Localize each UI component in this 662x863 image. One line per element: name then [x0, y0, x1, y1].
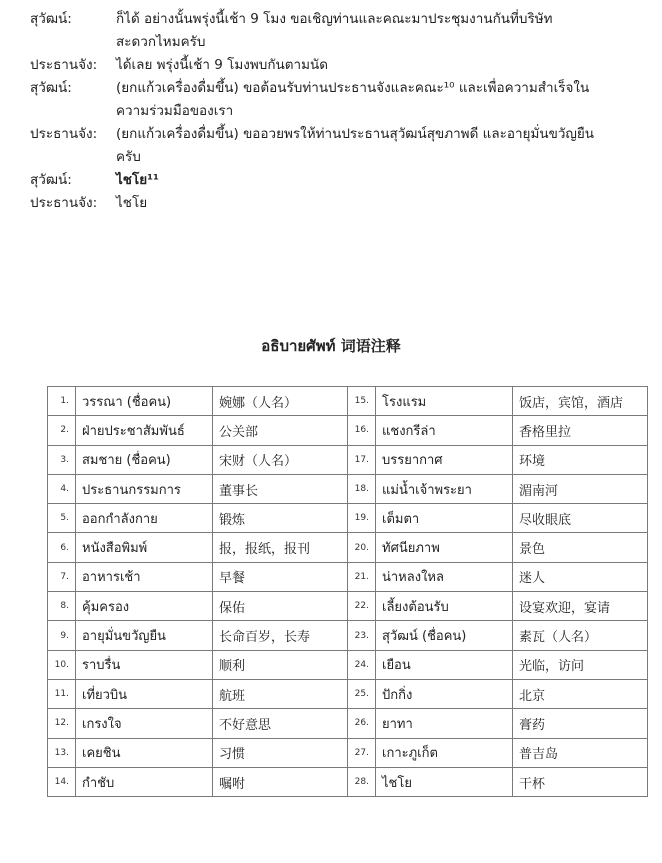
entry-number: 18.: [348, 474, 376, 503]
dialogue-line: [30, 54, 650, 77]
speaker-name: ประธานจัง:: [30, 57, 98, 73]
speaker-name: [30, 146, 116, 169]
entry-number: 4.: [48, 474, 76, 503]
entry-number: 1.: [48, 387, 76, 416]
entry-number: 26.: [348, 709, 376, 738]
thai-term: ยาทา: [376, 709, 513, 738]
entry-number: 25.: [348, 679, 376, 708]
dialogue-text: ครับ: [116, 149, 141, 165]
thai-term: กำชับ: [76, 767, 213, 796]
chinese-meaning: 锻炼: [213, 504, 348, 533]
thai-term: สมชาย (ชื่อคน): [76, 445, 213, 474]
thai-term: ไชโย: [376, 767, 513, 796]
dialogue-line: [30, 31, 650, 54]
thai-term: บรรยากาศ: [376, 445, 513, 474]
speaker-name: [30, 31, 116, 54]
chinese-meaning: 饭店，宾馆，酒店: [513, 387, 648, 416]
chinese-meaning: 早餐: [213, 562, 348, 591]
chinese-meaning: 设宴欢迎，宴请: [513, 592, 648, 621]
table-row: [48, 679, 648, 708]
dialogue-text: ได้เลย พรุ่งนี้เช้า 9 โมงพบกันตามนัด: [116, 57, 328, 73]
thai-term: อาหารเช้า: [76, 562, 213, 591]
table-row: [48, 592, 648, 621]
dialogue-text: (ยกแก้วเครื่องดื่มขึ้น) ขออวยพรให้ท่านประธานสุวัฒน์สุขภาพดี และอายุมั่นขวัญยืน: [116, 126, 595, 142]
thai-term: โรงแรม: [376, 387, 513, 416]
thai-term: ทัศนียภาพ: [376, 533, 513, 562]
chinese-meaning: 宋财（人名）: [213, 445, 348, 474]
chinese-meaning: 迷人: [513, 562, 648, 591]
entry-number: 14.: [48, 767, 76, 796]
entry-number: 12.: [48, 709, 76, 738]
dialogue-line: [30, 8, 650, 31]
chinese-meaning: 湄南河: [513, 474, 648, 503]
table-row: [48, 650, 648, 679]
dialogue-section: [30, 8, 650, 215]
dialogue-text: ความร่วมมือของเรา: [116, 103, 234, 119]
entry-number: 16.: [348, 416, 376, 445]
speaker-name: ประธานจัง:: [30, 195, 98, 211]
thai-term: ฝ่ายประชาสัมพันธ์: [76, 416, 213, 445]
entry-number: 24.: [348, 650, 376, 679]
table-row: [48, 738, 648, 767]
entry-number: 22.: [348, 592, 376, 621]
dialogue-text: ไชโย: [116, 195, 148, 211]
chinese-meaning: 环境: [513, 445, 648, 474]
entry-number: 17.: [348, 445, 376, 474]
dialogue-line: [30, 169, 650, 192]
thai-term: แชงกรีล่า: [376, 416, 513, 445]
chinese-meaning: 不好意思: [213, 709, 348, 738]
chinese-meaning: 北京: [513, 679, 648, 708]
entry-number: 15.: [348, 387, 376, 416]
chinese-meaning: 公关部: [213, 416, 348, 445]
entry-number: 28.: [348, 767, 376, 796]
chinese-meaning: 膏药: [513, 709, 648, 738]
chinese-meaning: 嘱咐: [213, 767, 348, 796]
thai-term: เคยชิน: [76, 738, 213, 767]
thai-term: คุ้มครอง: [76, 592, 213, 621]
thai-term: ออกกำลังกาย: [76, 504, 213, 533]
thai-term: ราบรื่น: [76, 650, 213, 679]
glossary-table: [47, 386, 648, 797]
table-row: [48, 387, 648, 416]
table-row: [48, 562, 648, 591]
chinese-meaning: 报，报纸，报刊: [213, 533, 348, 562]
thai-term: ปักกิ่ง: [376, 679, 513, 708]
table-row: [48, 504, 648, 533]
entry-number: 9.: [48, 621, 76, 650]
dialogue-line: [30, 100, 650, 123]
thai-term: เยือน: [376, 650, 513, 679]
table-row: [48, 474, 648, 503]
thai-term: ประธานกรรมการ: [76, 474, 213, 503]
dialogue-text: ก็ได้ อย่างนั้นพรุ่งนี้เช้า 9 โมง ขอเชิญท่านและคณะมาประชุมงานกันที่บริษัท: [116, 11, 553, 27]
entry-number: 8.: [48, 592, 76, 621]
speaker-name: สุวัฒน์:: [30, 80, 72, 96]
dialogue-text: (ยกแก้วเครื่องดื่มขึ้น) ขอต้อนรับท่านประธานจังและคณะ¹⁰ และเพื่อความสำเร็จใน: [116, 80, 590, 96]
entry-number: 19.: [348, 504, 376, 533]
entry-number: 7.: [48, 562, 76, 591]
dialogue-line: [30, 123, 650, 146]
chinese-meaning: 素瓦（人名）: [513, 621, 648, 650]
thai-term: น่าหลงใหล: [376, 562, 513, 591]
speaker-name: สุวัฒน์:: [30, 11, 72, 27]
entry-number: 10.: [48, 650, 76, 679]
thai-term: เลี้ยงต้อนรับ: [376, 592, 513, 621]
entry-number: 21.: [348, 562, 376, 591]
entry-number: 23.: [348, 621, 376, 650]
entry-number: 11.: [48, 679, 76, 708]
speaker-name: ประธานจัง:: [30, 126, 98, 142]
chinese-meaning: 保佑: [213, 592, 348, 621]
speaker-name: [30, 100, 116, 123]
entry-number: 5.: [48, 504, 76, 533]
chinese-meaning: 顺利: [213, 650, 348, 679]
dialogue-line: [30, 192, 650, 215]
chinese-meaning: 干杯: [513, 767, 648, 796]
chinese-meaning: 长命百岁，长寿: [213, 621, 348, 650]
table-row: [48, 767, 648, 796]
dialogue-text: สะดวกไหมครับ: [116, 34, 206, 50]
thai-term: เกรงใจ: [76, 709, 213, 738]
table-row: [48, 445, 648, 474]
thai-term: วรรณา (ชื่อคน): [76, 387, 213, 416]
glossary-title: อธิบายศัพท์ 词语注释: [261, 337, 401, 355]
chinese-meaning: 董事长: [213, 474, 348, 503]
thai-term: สุวัฒน์ (ชื่อคน): [376, 621, 513, 650]
entry-number: 13.: [48, 738, 76, 767]
table-row: [48, 416, 648, 445]
chinese-meaning: 景色: [513, 533, 648, 562]
dialogue-line: [30, 146, 650, 169]
thai-term: แม่น้ำเจ้าพระยา: [376, 474, 513, 503]
chinese-meaning: 普吉岛: [513, 738, 648, 767]
chinese-meaning: 光临，访问: [513, 650, 648, 679]
entry-number: 3.: [48, 445, 76, 474]
dialogue-text: ไชโย¹¹: [116, 172, 159, 188]
table-row: [48, 621, 648, 650]
chinese-meaning: 习惯: [213, 738, 348, 767]
table-row: [48, 533, 648, 562]
thai-term: หนังสือพิมพ์: [76, 533, 213, 562]
speaker-name: สุวัฒน์:: [30, 172, 72, 188]
thai-term: เต็มตา: [376, 504, 513, 533]
thai-term: อายุมั่นขวัญยืน: [76, 621, 213, 650]
chinese-meaning: 航班: [213, 679, 348, 708]
table-row: [48, 709, 648, 738]
chinese-meaning: 尽收眼底: [513, 504, 648, 533]
entry-number: 6.: [48, 533, 76, 562]
thai-term: เกาะภูเก็ต: [376, 738, 513, 767]
entry-number: 2.: [48, 416, 76, 445]
dialogue-line: [30, 77, 650, 100]
thai-term: เที่ยวบิน: [76, 679, 213, 708]
entry-number: 20.: [348, 533, 376, 562]
entry-number: 27.: [348, 738, 376, 767]
chinese-meaning: 婉娜（人名）: [213, 387, 348, 416]
chinese-meaning: 香格里拉: [513, 416, 648, 445]
